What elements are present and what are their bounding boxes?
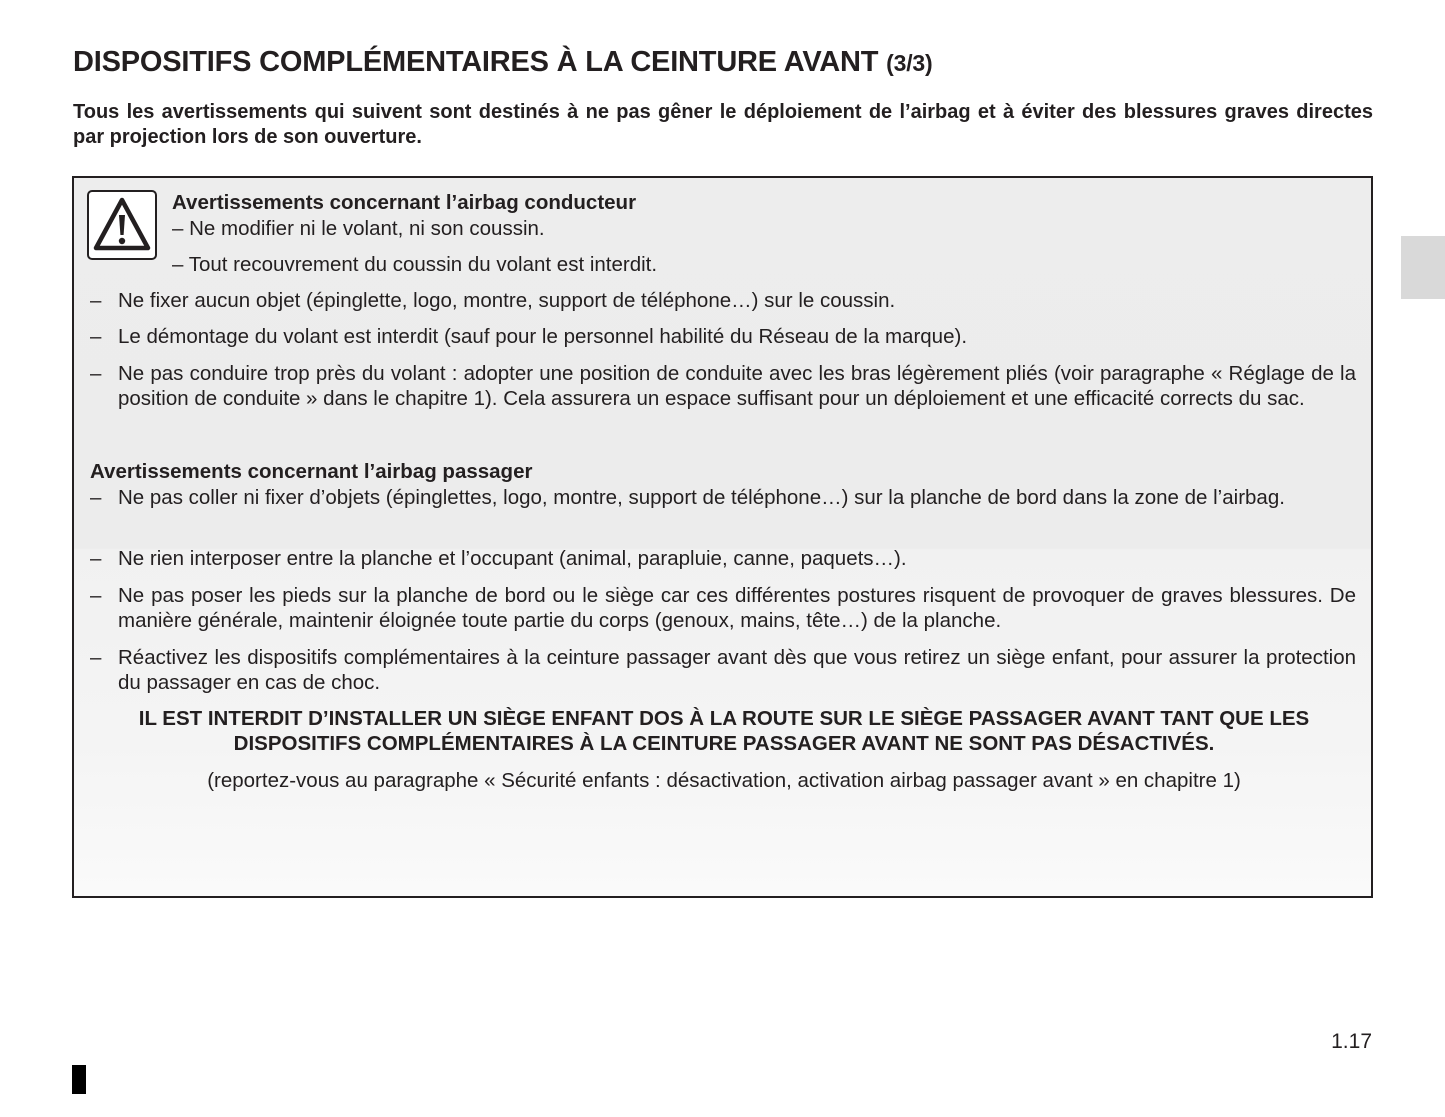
list-dash: – [90,646,102,669]
driver-airbag-heading: Avertissements concernant l’airbag conducteur [172,191,637,214]
warning-box [72,176,1373,898]
list-item-text: Le démontage du volant est interdit (sauf pour le personnel habilité du Réseau de la marque). [118,325,968,348]
chapter-side-tab [1401,236,1445,299]
list-dash: – [90,362,102,385]
page-title [73,46,1373,79]
intro-paragraph: Tous les avertissements qui suivent sont destinés à ne pas gêner le déploiement de l’airbag et à éviter des blessures graves directes par projection lors de son ouverture. [73,101,1373,148]
list-item-text: Ne fixer aucun objet (épinglette, logo, montre, support de téléphone…) sur le coussin. [118,289,896,312]
passenger-airbag-heading: Avertissements concernant l’airbag passager [90,460,533,483]
corner-mark [72,1065,86,1094]
page-number: 1.17 [1331,1030,1372,1053]
driver-warning-line: – Tout recouvrement du coussin du volant est interdit. [172,253,658,276]
child-seat-notice: IL EST INTERDIT D’INSTALLER UN SIÈGE ENFANT DOS À LA ROUTE SUR LE SIÈGE PASSAGER AVANT TANT QUE LES DISPOSITIFS COMPLÉMENTAIRES À LA CEINTURE PASSAGER AVANT NE SONT PAS DÉSACTIVÉS. [138,707,1310,755]
page-title-part: (3/3) [886,50,933,76]
list-dash: – [90,584,102,607]
warning-triangle-icon [87,190,157,260]
list-item [90,583,1356,633]
list-dash: – [90,325,102,348]
driver-warning-line: – Ne modifier ni le volant, ni son coussin. [172,217,545,240]
list-item-text: Ne pas poser les pieds sur la planche de bord ou le siège car ces différentes postures risquent de provoquer de graves blessures. De manière générale, maintenir éloignée toute partie du corps (genoux, mains, tête…) de la planche. [118,584,1356,632]
list-item [90,288,1356,313]
list-item-text: Ne rien interposer entre la planche et l’occupant (animal, parapluie, canne, paquets…). [118,547,907,570]
list-item [90,324,1356,349]
list-item-text: Réactivez les dispositifs complémentaires à la ceinture passager avant dès que vous retirez un siège enfant, pour assurer la protection du passager en cas de choc. [118,646,1356,694]
list-item [90,361,1356,411]
list-item [90,645,1356,695]
list-dash: – [90,486,102,509]
chapter-reference: (reportez-vous au paragraphe « Sécurité enfants : désactivation, activation airbag passager avant » en chapitre 1) [207,769,1241,792]
list-dash: – [90,547,102,570]
page-title-text: DISPOSITIFS COMPLÉMENTAIRES À LA CEINTURE AVANT [73,46,879,78]
list-item [90,485,1356,510]
list-item [90,546,1356,571]
list-dash: – [90,289,102,312]
list-item-text: Ne pas coller ni fixer d’objets (épinglettes, logo, montre, support de téléphone…) sur la planche de bord dans la zone de l’airbag. [118,486,1285,509]
list-item-text: Ne pas conduire trop près du volant : adopter une position de conduite avec les bras légèrement pliés (voir paragraphe « Réglage de la position de conduite » dans le chapitre 1). Cela assurera un espace suffisant pour un déploiement et une efficacité corrects du sac. [118,362,1356,410]
